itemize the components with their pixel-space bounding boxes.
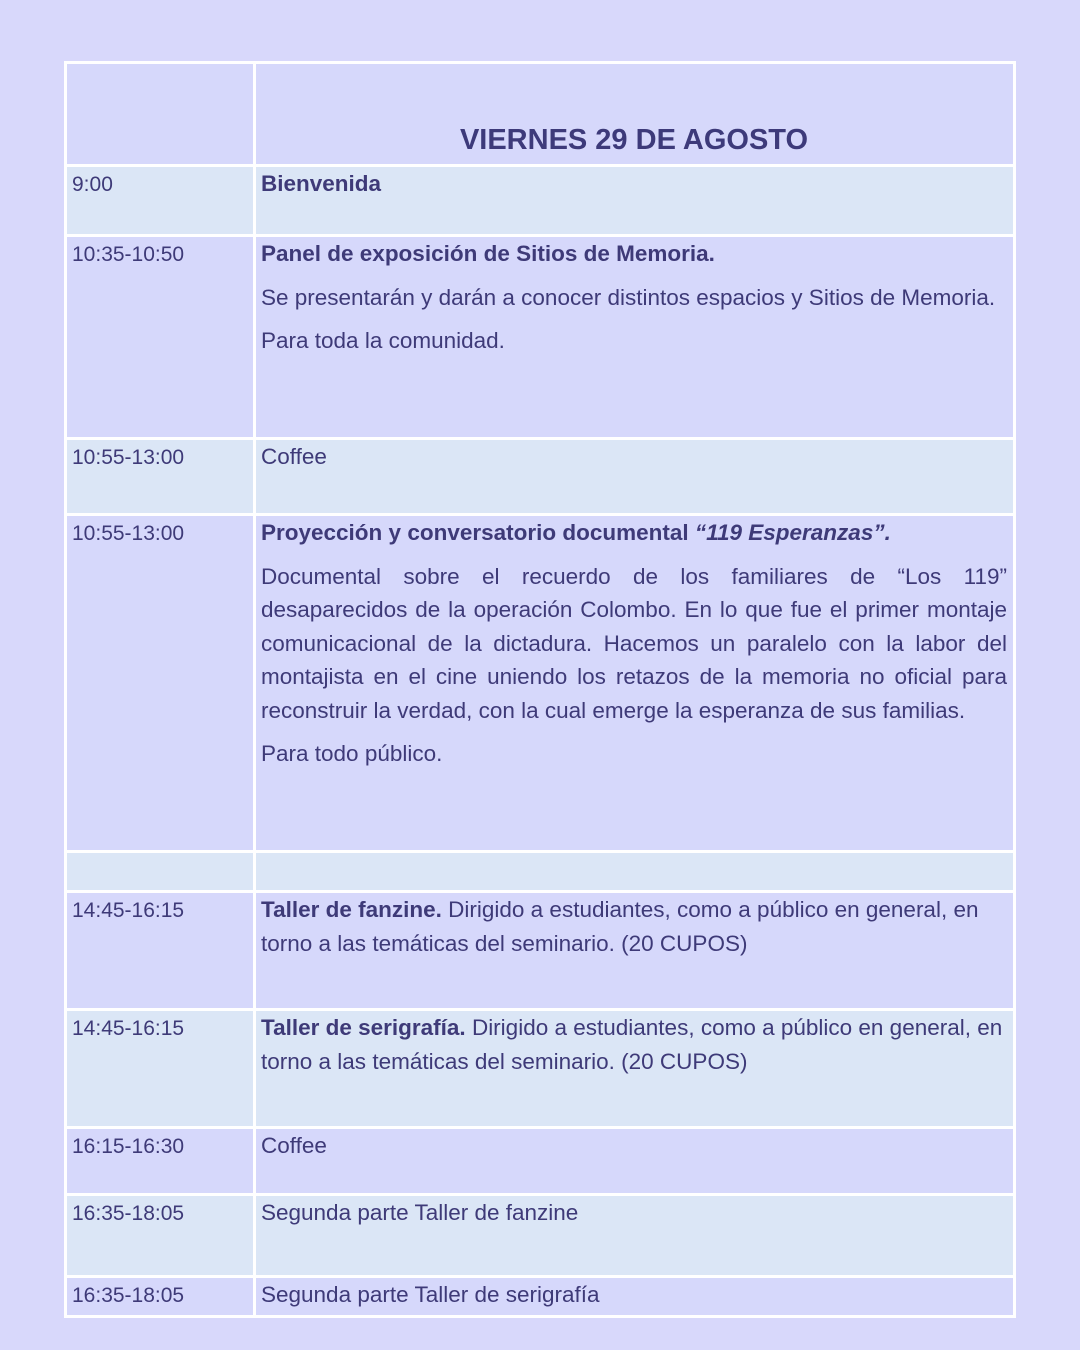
event-title: Panel de exposición de Sitios de Memoria.	[261, 241, 715, 266]
header-time-cell	[66, 63, 255, 166]
time-label: 10:35-10:50	[72, 243, 185, 266]
event-description: Dirigido a estudiantes, como a público en general, en torno a las temáticas del seminario. (20 CUPOS)	[261, 1015, 1003, 1074]
event-description: Se presentarán y darán a conocer distintos espacios y Sitios de Memoria.	[261, 284, 996, 310]
event-text: Coffee	[261, 1133, 327, 1158]
event-text: Segunda parte Taller de serigrafía	[261, 1282, 600, 1307]
schedule-table	[64, 61, 1016, 1318]
event-text: Segunda parte Taller de fanzine	[261, 1200, 579, 1225]
time-label: 10:55-13:00	[72, 522, 185, 545]
event-title: Proyección y conversatorio documental	[261, 520, 695, 545]
schedule-row	[66, 439, 1015, 515]
schedule-row	[66, 1128, 1015, 1195]
event-title: Taller de serigrafía.	[261, 1015, 466, 1040]
event-audience: Para todo público.	[261, 741, 443, 766]
time-label: 9:00	[72, 173, 113, 196]
time-label: 16:35-18:05	[72, 1284, 185, 1307]
event-title: Taller de fanzine.	[261, 897, 442, 922]
event-title-italic: “119 Esperanzas”.	[694, 520, 891, 545]
time-label: 14:45-16:15	[72, 1017, 185, 1040]
time-label: 10:55-13:00	[72, 446, 185, 469]
time-label: 14:45-16:15	[72, 899, 185, 922]
schedule-row	[66, 1195, 1015, 1277]
schedule-row	[66, 166, 1015, 236]
empty-row	[66, 852, 1015, 892]
page-title: VIERNES 29 DE AGOSTO	[459, 124, 809, 156]
schedule-row	[66, 1277, 1015, 1317]
header-title-cell	[255, 63, 1015, 166]
event-text: Coffee	[261, 444, 327, 469]
header-row	[66, 63, 1015, 166]
schedule-row	[66, 515, 1015, 852]
event-title: Bienvenida	[261, 171, 382, 196]
event-audience: Para toda la comunidad.	[261, 328, 505, 353]
event-description: Documental sobre el recuerdo de los familiares de “Los 119” desaparecidos de la operación Colombo. En lo que fue el primer montaje comunicacional de la dictadura. Hacemos un paralelo con la labor del montajista en el cine uniendo los retazos de la memoria no oficial para reconstruir la verdad, con la cual emerge la esperanza de sus familias.	[261, 563, 1007, 723]
schedule-row	[66, 892, 1015, 1010]
schedule-row	[66, 1010, 1015, 1128]
time-label: 16:15-16:30	[72, 1135, 185, 1158]
schedule-row	[66, 236, 1015, 439]
event-description: Dirigido a estudiantes, como a público en general, en torno a las temáticas del seminario. (20 CUPOS)	[261, 897, 979, 956]
time-label: 16:35-18:05	[72, 1202, 185, 1225]
